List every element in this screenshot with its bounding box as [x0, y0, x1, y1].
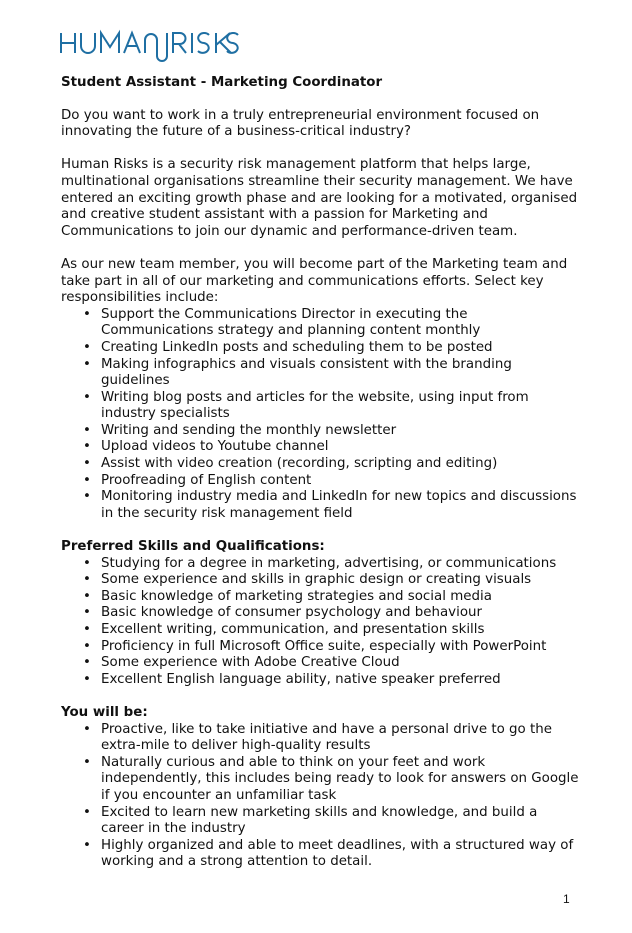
list-item: • Excited to learn new marketing skills and knowledge, and build a career in the industry	[61, 805, 581, 838]
list-item: • Assist with video creation (recording, scripting and editing)	[61, 456, 581, 473]
list-item: • Proficiency in full Microsoft Office suite, especially with PowerPoint	[61, 639, 581, 656]
list-item: • Basic knowledge of consumer psychology and behaviour	[61, 605, 581, 622]
list-item: • Writing blog posts and articles for the website, using input from industry specialists	[61, 390, 581, 423]
list-item: • Making infographics and visuals consistent with the branding guidelines	[61, 357, 581, 390]
list-item: • Excellent writing, communication, and presentation skills	[61, 622, 581, 639]
skills-heading: Preferred Skills and Qualifications:	[61, 539, 325, 555]
company-paragraph: Human Risks is a security risk management platform that helps large, multinational organisations streamline their security management. We have entered an exciting growth phase and are looking for a motivated, organised and creative student assistant with a passion for Marketing and Communications to join our dynamic and performance-driven team.	[61, 157, 578, 239]
list-item: • Highly organized and able to meet deadlines, with a structured way of working and a strong attention to detail.	[61, 838, 581, 871]
list-item: • Naturally curious and able to think on your feet and work independently, this includes being ready to look for answers on Google if you encounter an unfamiliar task	[61, 755, 581, 805]
you-will-be-list	[61, 722, 581, 871]
responsibilities-list	[61, 307, 581, 523]
skills-list	[61, 556, 581, 689]
you-will-be-heading: You will be:	[61, 704, 148, 720]
role-paragraph: As our new team member, you will become part of the Marketing team and take part in all of our marketing and communications efforts. Select key responsibilities include:	[61, 256, 568, 306]
list-item: • Studying for a degree in marketing, advertising, or communications	[61, 556, 581, 573]
intro-paragraph: Do you want to work in a truly entrepreneurial environment focused on innovating the future of a business-critical industry?	[61, 107, 540, 140]
human-risks-logo	[59, 28, 239, 72]
list-item: • Excellent English language ability, native speaker preferred	[61, 672, 581, 689]
list-item: • Some experience and skills in graphic design or creating visuals	[61, 572, 581, 589]
list-item: • Upload videos to Youtube channel	[61, 439, 581, 456]
list-item: • Monitoring industry media and LinkedIn for new topics and discussions in the security risk management field	[61, 489, 581, 522]
job-title: Student Assistant - Marketing Coordinator	[61, 75, 383, 90]
list-item: • Proofreading of English content	[61, 473, 581, 490]
list-item: • Writing and sending the monthly newsletter	[61, 423, 581, 440]
list-item: • Creating LinkedIn posts and scheduling them to be posted	[61, 340, 581, 357]
list-item: • Support the Communications Director in executing the Communications strategy and planning content monthly	[61, 307, 581, 340]
list-item: • Proactive, like to take initiative and have a personal drive to go the extra-mile to deliver high-quality results	[61, 722, 581, 755]
page-number: 1	[563, 892, 570, 906]
list-item: • Some experience with Adobe Creative Cloud	[61, 655, 581, 672]
list-item: • Basic knowledge of marketing strategies and social media	[61, 589, 581, 606]
